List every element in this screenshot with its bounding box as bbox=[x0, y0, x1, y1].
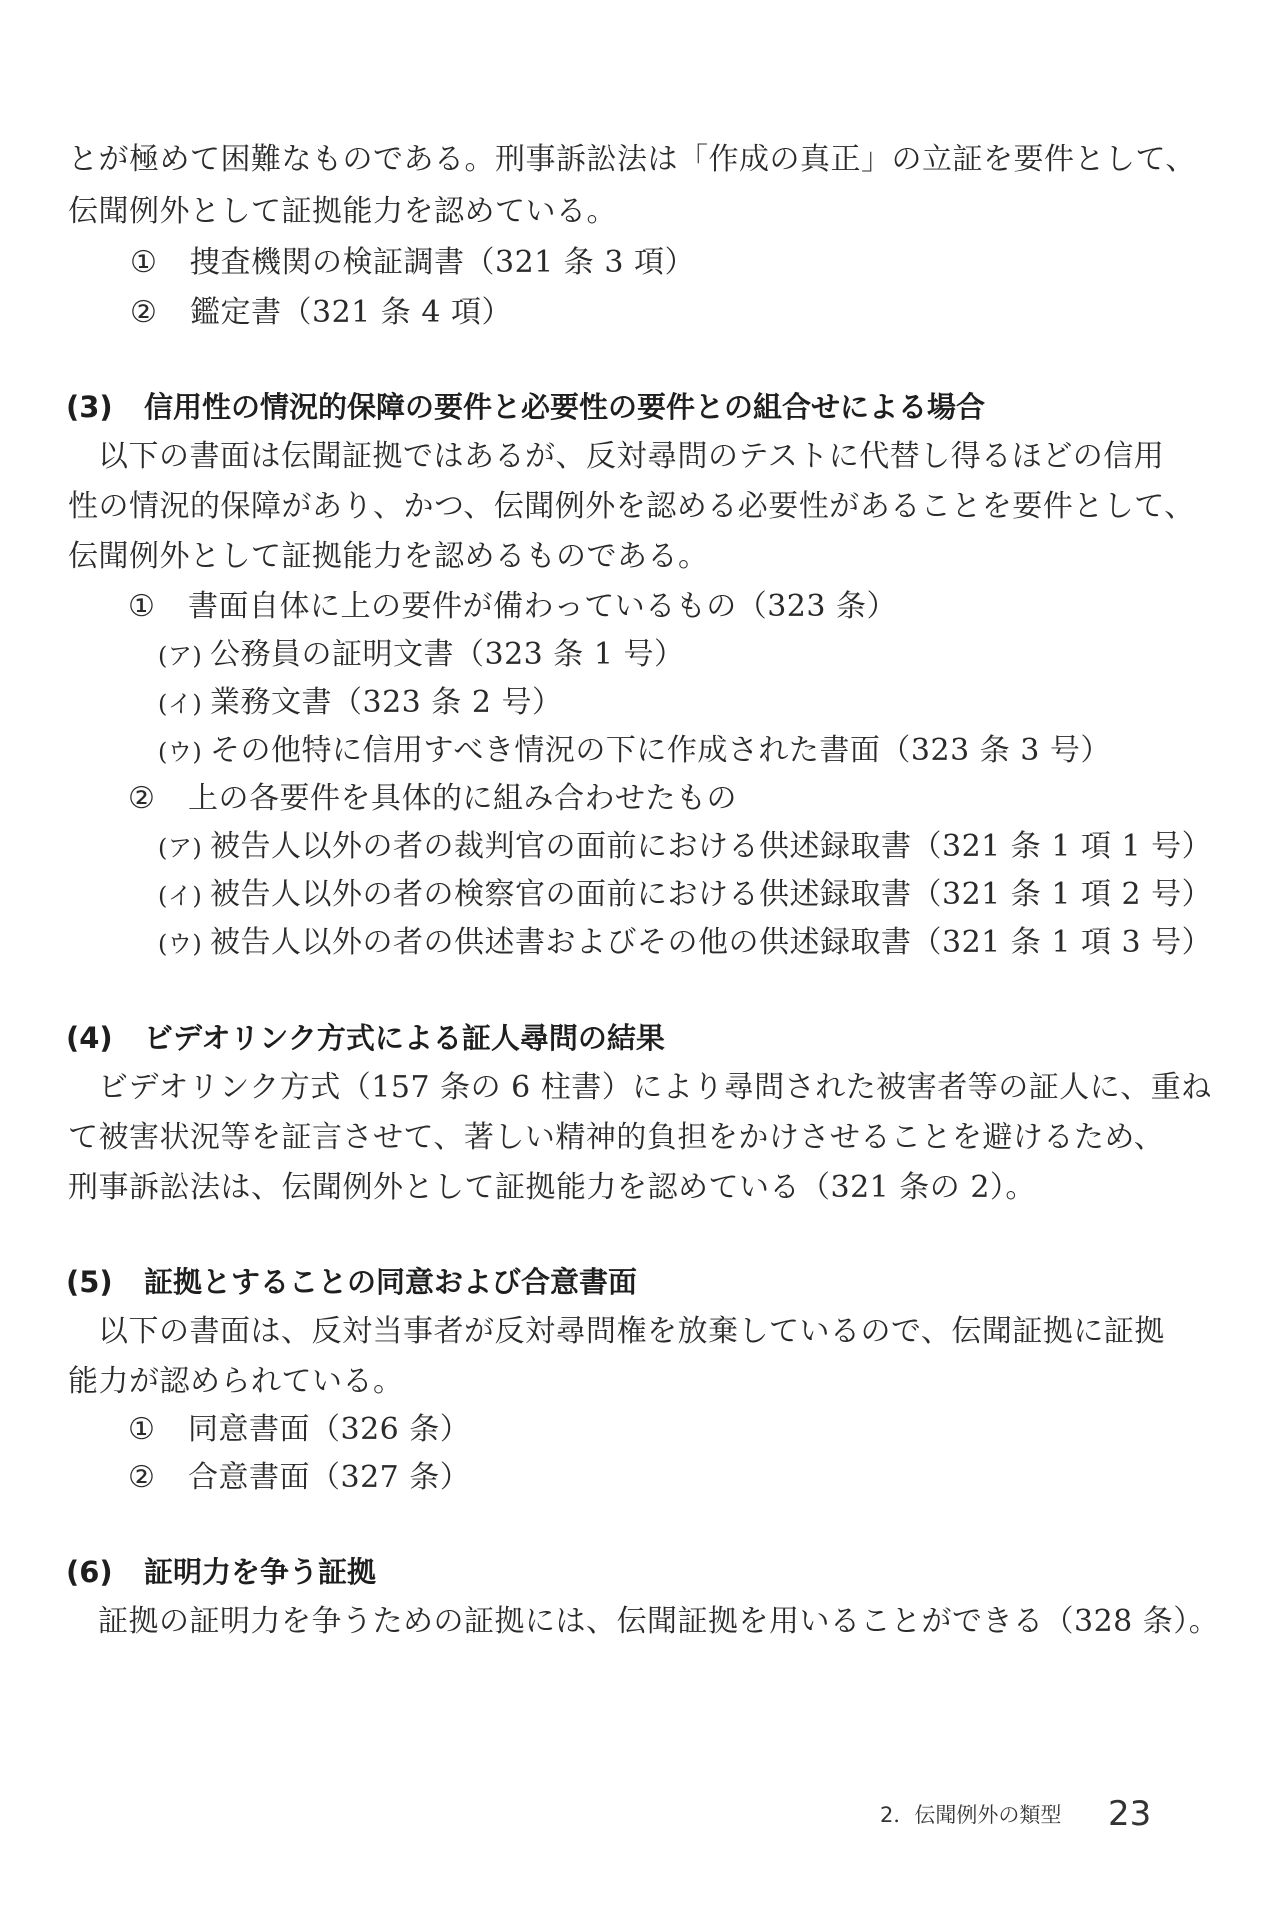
item-text: 書面自体に上の要件が備わっているもの（323 条） bbox=[188, 589, 897, 624]
item-text: 鑑定書（321 条 4 項） bbox=[190, 295, 512, 330]
intro-line-2: 伝聞例外として証拠能力を認めている。 bbox=[68, 194, 617, 229]
section-5-item-2 bbox=[128, 1458, 470, 1498]
section-3-item-2-sub-a bbox=[158, 827, 1212, 868]
sub-marker: (ウ) bbox=[158, 930, 203, 958]
section-title: 証明力を争う証拠 bbox=[144, 1555, 377, 1589]
item-marker: ② bbox=[128, 781, 156, 816]
intro-line-1: とが極めて困難なものである。刑事訴訟法は「作成の真正」の立証を要件として、 bbox=[68, 142, 1196, 177]
section-5-line-1: 以下の書面は、反対当事者が反対尋問権を放棄しているので、伝聞証拠に証拠 bbox=[98, 1314, 1165, 1349]
sub-marker: (イ) bbox=[158, 690, 203, 718]
page-number: 23 bbox=[1108, 1794, 1152, 1834]
section-3-item-1-sub-b bbox=[158, 683, 562, 724]
sub-marker: (ウ) bbox=[158, 738, 203, 766]
section-3-item-2-sub-b bbox=[158, 875, 1212, 916]
section-4-line-1: ビデオリンク方式（157 条の 6 柱書）により尋問された被害者等の証人に、重ね bbox=[98, 1070, 1212, 1105]
section-number: (5) bbox=[66, 1265, 113, 1299]
sub-text: 被告人以外の者の供述書およびその他の供述録取書（321 条 1 項 3 号） bbox=[210, 925, 1213, 960]
section-number: (4) bbox=[66, 1021, 113, 1055]
sub-text: その他特に信用すべき情況の下に作成された書面（323 条 3 号） bbox=[210, 733, 1111, 768]
section-4-line-2: て被害状況等を証言させて、著しい精神的負担をかけさせることを避けるため、 bbox=[68, 1120, 1165, 1155]
item-text: 合意書面（327 条） bbox=[188, 1460, 471, 1495]
intro-item-1 bbox=[130, 243, 695, 283]
section-4-heading bbox=[66, 1018, 665, 1058]
sub-text: 被告人以外の者の裁判官の面前における供述録取書（321 条 1 項 1 号） bbox=[210, 829, 1213, 864]
section-3-line-1: 以下の書面は伝聞証拠ではあるが、反対尋問のテストに代替し得るほどの信用 bbox=[98, 439, 1165, 474]
section-3-line-3: 伝聞例外として証拠能力を認めるものである。 bbox=[68, 539, 709, 574]
item-marker: ② bbox=[130, 295, 158, 330]
section-3-heading bbox=[66, 387, 985, 427]
sub-text: 被告人以外の者の検察官の面前における供述録取書（321 条 1 項 2 号） bbox=[210, 877, 1213, 912]
section-3-line-2: 性の情況的保障があり、かつ、伝聞例外を認める必要性があることを要件として、 bbox=[68, 489, 1195, 524]
section-title: 信用性の情況的保障の要件と必要性の要件との組合せによる場合 bbox=[144, 390, 986, 424]
running-footer-label: 2．伝聞例外の類型 bbox=[880, 1803, 1062, 1827]
item-text: 同意書面（326 条） bbox=[188, 1412, 471, 1447]
section-3-item-2-sub-c bbox=[158, 923, 1212, 964]
section-3-item-1-sub-a bbox=[158, 635, 684, 676]
item-marker: ① bbox=[128, 589, 156, 624]
item-marker: ② bbox=[128, 1460, 156, 1495]
item-marker: ① bbox=[130, 245, 158, 280]
section-5-heading bbox=[66, 1262, 637, 1302]
section-number: (3) bbox=[66, 390, 113, 424]
section-title: 証拠とすることの同意および合意書面 bbox=[144, 1265, 638, 1299]
section-3-item-1-sub-c bbox=[158, 731, 1111, 772]
section-5-item-1 bbox=[128, 1410, 470, 1450]
item-text: 上の各要件を具体的に組み合わせたもの bbox=[188, 781, 737, 816]
sub-marker: (ア) bbox=[158, 642, 203, 670]
section-6-heading bbox=[66, 1552, 376, 1592]
section-3-item-1 bbox=[128, 587, 897, 627]
section-title: ビデオリンク方式による証人尋問の結果 bbox=[144, 1021, 665, 1055]
sub-marker: (ア) bbox=[158, 834, 203, 862]
section-4-line-3: 刑事訴訟法は、伝聞例外として証拠能力を認めている（321 条の 2）。 bbox=[68, 1170, 1036, 1205]
sub-text: 業務文書（323 条 2 号） bbox=[210, 685, 563, 720]
item-marker: ① bbox=[128, 1412, 156, 1447]
section-6-line-1: 証拠の証明力を争うための証拠には、伝聞証拠を用いることができる（328 条）。 bbox=[98, 1604, 1220, 1639]
section-number: (6) bbox=[66, 1555, 113, 1589]
sub-marker: (イ) bbox=[158, 882, 203, 910]
intro-item-2 bbox=[130, 293, 512, 333]
section-3-item-2 bbox=[128, 779, 737, 819]
section-5-line-2: 能力が認められている。 bbox=[68, 1364, 404, 1399]
item-text: 捜査機関の検証調書（321 条 3 項） bbox=[190, 245, 695, 280]
sub-text: 公務員の証明文書（323 条 1 号） bbox=[210, 637, 685, 672]
